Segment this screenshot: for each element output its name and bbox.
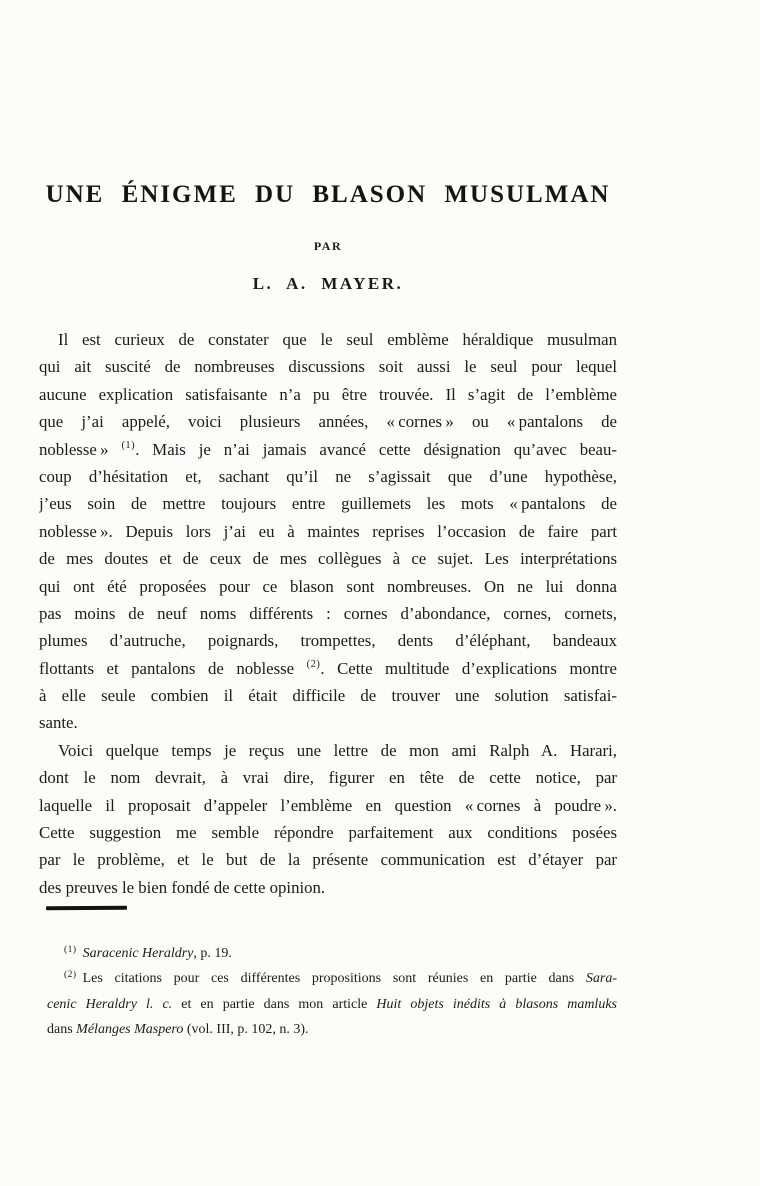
text-line	[39, 846, 617, 873]
text-segment: cenic Heraldry l. c.	[47, 996, 173, 1012]
text-segment: Sara-	[585, 971, 617, 987]
text-segment: par le problème, et le but de la présente communication est d’étayer par	[39, 850, 617, 870]
footnote-ref-marker: (1)	[64, 945, 77, 955]
text-segment: des preuves le bien fondé de cette opinion.	[39, 877, 326, 897]
text-segment: dans	[47, 1022, 77, 1038]
text-line	[39, 709, 617, 736]
text-segment: . Cette multitude d’explications montre	[320, 658, 617, 678]
byline-label: PAR	[313, 239, 343, 253]
text-line	[39, 655, 617, 682]
text-line	[39, 353, 617, 380]
text-segment: noblesse ». Depuis lors j’ai eu à maintes reprises l’occasion de faire part	[39, 521, 617, 541]
article-title: UNE ÉNIGME DU BLASON MUSULMAN	[45, 181, 611, 208]
text-segment: flottants et pantalons de noblesse	[39, 658, 307, 678]
text-segment: dont le nom devrait, à vrai dire, figurer en tête de cette notice, par	[39, 768, 617, 788]
text-segment: noblesse »	[39, 439, 122, 459]
text-segment: j’eus soin de mettre toujours entre guillemets les mots « pantalons de	[39, 494, 617, 514]
text-line	[47, 941, 617, 966]
text-line	[39, 819, 617, 846]
text-line	[39, 737, 617, 764]
text-line	[39, 627, 617, 654]
text-segment: à elle seule combien il était difficile de trouver une solution satisfai-	[39, 686, 617, 706]
text-line	[39, 518, 617, 545]
text-segment: de mes doutes et de ceux de mes collègues à ce sujet. Les interprétations	[39, 549, 617, 569]
text-line	[39, 408, 617, 435]
text-line	[39, 545, 617, 572]
text-segment: Voici quelque temps je reçus une lettre de mon ami Ralph A. Harari,	[58, 740, 617, 760]
text-line	[39, 600, 617, 627]
article-body	[39, 326, 617, 901]
text-segment: Il est curieux de constater que le seul emblème héraldique musulman	[58, 330, 617, 349]
text-segment: (vol. III, p. 102, n. 3).	[183, 1022, 309, 1038]
text-segment: laquelle il proposait d’appeler l’emblème en question « cornes à poudre ».	[39, 795, 617, 815]
text-line	[39, 874, 617, 901]
text-line	[39, 490, 617, 517]
text-line	[47, 1017, 617, 1042]
text-line	[39, 463, 617, 490]
text-segment: aucune explication satisfaisante n’a pu être trouvée. Il s’agit de l’emblème	[39, 384, 617, 404]
text-segment: plumes d’autruche, poignards, trompettes, dents d’éléphant, bandeaux	[39, 631, 617, 651]
text-line	[39, 764, 617, 791]
text-segment: qui ont été proposées pour ce blason sont nombreuses. On ne lui donna	[39, 576, 617, 596]
text-segment: Mélanges Maspero	[76, 1022, 184, 1038]
text-line	[47, 966, 617, 991]
text-line	[39, 436, 617, 463]
text-line	[39, 381, 617, 408]
text-segment: , p. 19.	[193, 946, 232, 961]
text-segment: qui ait suscité de nombreuses discussions soit aussi le seul pour lequel	[39, 357, 617, 377]
text-segment: Huit objets inédits à blasons mamluks	[376, 996, 617, 1012]
text-segment: sante.	[39, 713, 78, 733]
text-segment: Cette suggestion me semble répondre parfaitement aux conditions posées	[39, 823, 617, 843]
text-line	[39, 682, 617, 709]
footnote-ref-marker: (1)	[121, 440, 136, 452]
text-segment: coup d’hésitation et, sachant qu’il ne s’agissait que d’une hypothèse,	[39, 466, 617, 486]
text-segment: et en partie dans mon article	[172, 996, 377, 1012]
author-name: L. A. MAYER.	[252, 274, 404, 293]
text-line	[47, 992, 617, 1017]
text-segment: Saracenic Heraldry	[82, 946, 194, 961]
text-line	[39, 573, 617, 600]
text-line	[39, 326, 617, 353]
text-segment: que j’ai appelé, voici plusieurs années, « cornes » ou « pantalons de	[39, 412, 617, 432]
text-segment: . Mais je n’ai jamais avancé cette désignation qu’avec beau-	[135, 439, 617, 459]
footnote-separator-rule	[46, 906, 127, 910]
text-line	[39, 792, 617, 819]
text-segment: pas moins de neuf noms différents : cornes d’abondance, cornes, cornets,	[39, 603, 617, 623]
footnote-ref-marker: (2)	[306, 659, 321, 671]
text-segment: Les citations pour ces différentes propositions sont réunies en partie dans	[82, 971, 586, 987]
footnote-ref-marker: (2)	[64, 970, 77, 981]
footnotes-block	[47, 941, 617, 1043]
